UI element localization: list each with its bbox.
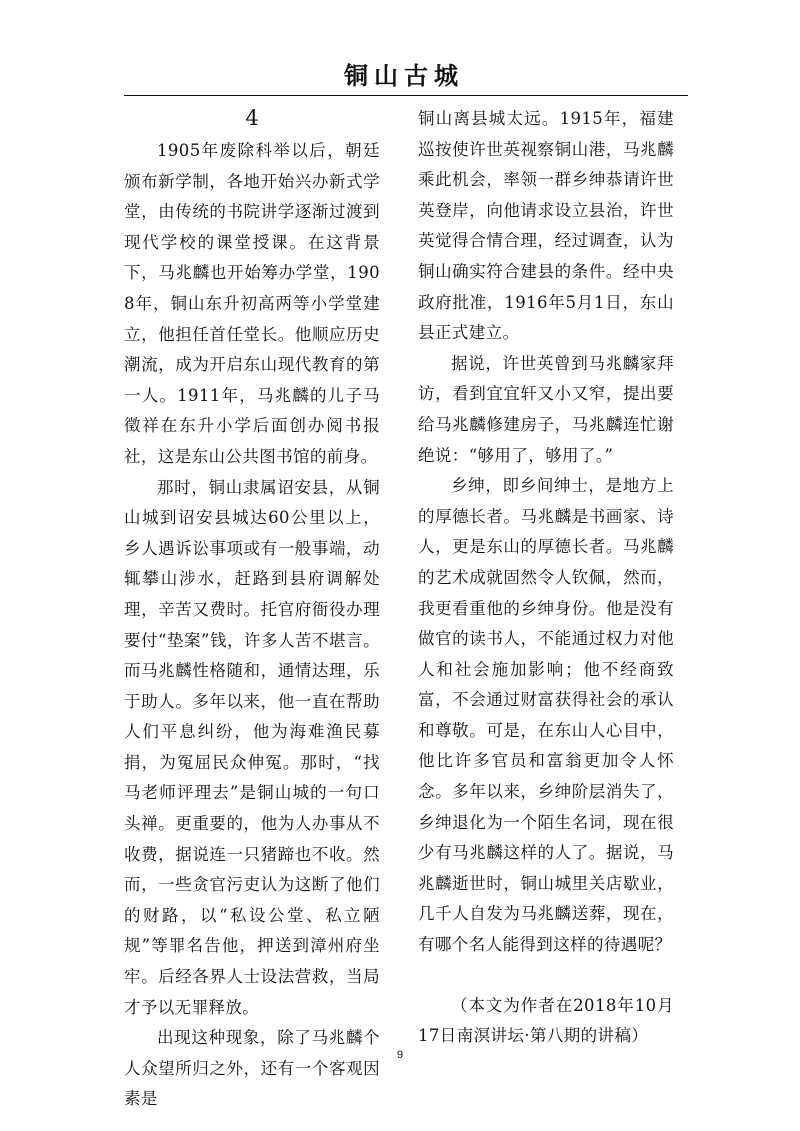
paragraph-new-school: 1905年废除科举以后，朝廷颁布新学制，各地开始兴办新式学堂，由传统的书院讲学逐渐过渡到现代学校的课堂授课。在这背景下，马兆麟也开始筹办学堂，1908年，铜山东升初高两等小学堂建立，他担任首任堂长。他顺应历史潮流，成为开启东山现代教育的第一人。1911年，马兆麟的儿子马徵祥在东升小学后面创办阅书报社，这是东山公共图书馆的前身。 <box>124 141 380 466</box>
paragraph-county-founding: 铜山离县城太远。1915年，福建巡按使许世英视察铜山港，马兆麟乘此机会，率领一群乡绅恭请许世英登岸，向他请求设立县治，许世英觉得合情合理，经过调查，认为铜山确实符合建县的条件。经中央政府批准，1916年5月1日，东山县正式建立。 <box>418 109 674 343</box>
paragraph-source-note: （本文为作者在2018年10月17日南溟讲坛·第八期的讲稿） <box>418 995 674 1046</box>
header-divider <box>124 95 688 96</box>
left-column <box>124 104 380 1115</box>
paragraph-mediation: 那时，铜山隶属诏安县，从铜山城到诏安县城达60公里以上，乡人遇诉讼事项或有一般事端，动辄攀山涉水，赶路到县府调解处理，辛苦又费时。托官府衙役办理要付“垫案”钱，许多人苦不堪言。而马兆麟性格随和，通情达理，乐于助人。多年以来，他一直在帮助人们平息纠纷，他为海难渔民募捐，为冤屈民众伸冤。那时，“找马老师评理去”是铜山城的一句口头禅。更重要的，他为人办事从不收费，据说连一只猪蹄也不收。然而，一些贪官污吏认为这断了他们的财路，以“私设公堂、私立陋规”等罪名告他，押送到漳州府坐牢。后经各界人士设法营救，当局才予以无罪释放。 <box>124 477 380 1017</box>
right-column <box>418 104 674 1052</box>
page-number: 9 <box>396 1049 404 1061</box>
paragraph-spacer <box>418 961 674 991</box>
paragraph-house-visit: 据说，许世英曾到马兆麟家拜访，看到宜宜轩又小又窄，提出要给马兆麟修建房子，马兆麟连忙谢绝说：“够用了，够用了。” <box>418 353 674 465</box>
page-header-title: 铜山古城 <box>344 61 464 90</box>
paragraph-reason-start: 出现这种现象，除了马兆麟个人众望所归之外，还有一个客观因素是 <box>124 1028 380 1109</box>
section-number: 4 <box>245 106 259 130</box>
paragraph-gentry: 乡绅，即乡间绅士，是地方上的厚德长者。马兆麟是书画家、诗人，更是东山的厚德长者。马兆麟的艺术成就固然令人钦佩，然而，我更看重他的乡绅身份。他是没有做官的读书人，不能通过权力对他人和社会施加影响；他不经商致富，不会通过财富获得社会的承认和尊敬。可是，在东山人心目中，他比许多官员和富翁更加令人怀念。多年以来，乡绅阶层消失了，乡绅退化为一个陌生名词，现在很少有马兆麟这样的人了。据说，马兆麟逝世时，铜山城里关店歇业，几千人自发为马兆麟送葬，现在，有哪个名人能得到这样的待遇呢？ <box>418 476 674 955</box>
